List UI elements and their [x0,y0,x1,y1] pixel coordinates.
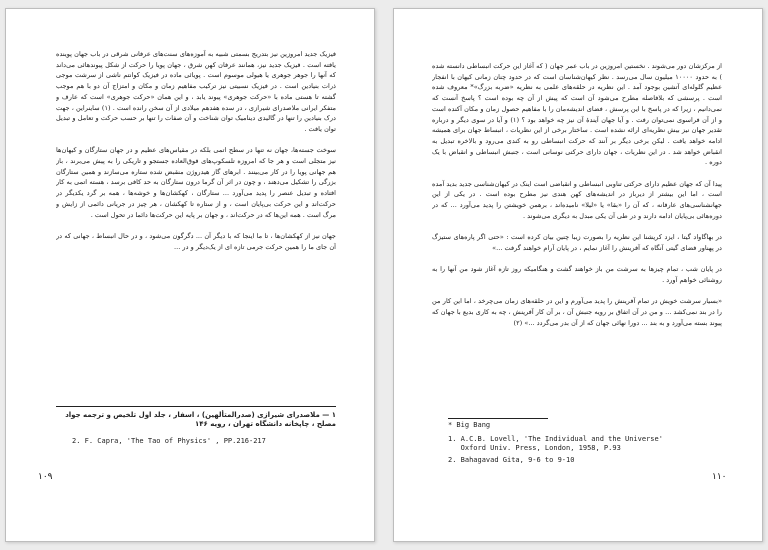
left-page-body-text: فیزیک جدید امروزین نیز بتدریج بسمتی شبیه به آموزه‌های سنت‌های عرفانی شرقی در باب جهان پوینده یافته است . فیزیک جدید نیز، همانند عرفان کهن شرق ، جهان پویا را حرکت از شکل پیوندهائی می‌داند که آنها را جوهر جوهری یا هیولی موسوم است . پویائی ماده در فیزیک کوانتم ناشی از سرشت موجی ذرات بنیادین است . در فیزیک نسبیتی نیز ترکیب مفاهیم زمان و مکان و امتزاج آن دو با هم موجب گشته تا هستی ماده با «حرکت جوهری» پیوند یابد ، و این همان «حرکت جوهری» است که عارف و متفکر ایرانی ملاصدرای شیرازی ، در سده هفدهم میلادی از آن سخن رانده است . (۱) ساینراین ، جهت درک بنیادین را تنها در گالیدی دینامیک توان شناخت و آن صفات را تنها بر حسب حرکت و تعامل و تبدیل توان یافت . سوخت جسته‌ها، جهان نه تنها در سطح اتمی بلکه در مقیاس‌های عظیم و در جهان ستارگان و کیهان‌ها نیز متجلی است و هر جا که امروزه تلسکوپ‌های فوق‌العاده جستجو و تاریکی را به پیش می‌برند ، باز هم جهانی پویا را در کار می‌بینند . ابرهای گاز هیدروژن منقبض شده ستاره می‌سازند و همین ستارگان بزرگی را تشکیل می‌دهند ، و چون در اثر آن گرما درون ستارگان به حد کافی برسد ، هسته اتمی به کار افتاده و تبدیل عنصر را پدید می‌آورد ... ستارگان ، کهکشان‌ها و خوشه‌ها ، همه بر گرد یکدیگر در حرکت‌اند و این حرکت بی‌پایان است ، و از ستاره تا کهکشان ، هر چیز در جریانی دائمی از زایش و مرگ است . همه این‌ها که در حرکت‌اند ، و جهان بر پایه این حرکت‌ها دائما در تحول است . جهان نیز از کهکشان‌ها ، تا ما اینجا که با دیگر آن ... دگرگون می‌شود ، و در حال انبساط ، جهانی که در آن جای ما را همین حرکت جرمی تازه ای از یک‌دیگر و در ... [56,50,336,251]
right-footnote-2: 2. Bahagavad Gita, 9-6 to 9-10 [448,456,575,464]
footnote-rule [56,406,336,407]
left-footnote-2: 2. F. Capra, 'The Tao of Physics' , PP.216-217 [72,437,266,445]
left-page-number: ۱۰۹ [38,472,53,482]
left-page [5,8,375,542]
footnote-rule [448,418,548,419]
right-page [393,8,763,542]
right-page-number: ۱۱۰ [712,472,727,482]
right-footnote-marker: * Big Bang [448,421,491,429]
right-footnote-1: 1. A.C.B. Lovell, 'The Individual and the Universe' Oxford Univ. Press, London, 1958, P.93 [448,435,663,452]
left-footnote-1: ۱ — ملاصدرای شیرازی (صدرالمتألهین) ، اسفار ، جلد اول تلخیص و ترجمه جواد مصلح ، چاپخانه دانشگاه تهران ، رویه ۱۴۶ [65,411,336,428]
right-page-body-text: از مرکزشان دور می‌شوند . نخستین امروزین در باب عمر جهان ( که آغاز این حرکت انبساطی دانسته شده ) به حدود ۱۰۰۰۰ میلیون سال می‌رسد . نظر کیهان‌شناسان است که در حدود چنان زمانی کیهان با انفجار عظیم گلوله‌ای آتشین بوجود آمد . این نظریه در حلقه‌های علمی به نظریه «ضربه بزرگ»* معروف شده است . پرسشی که بلافاصله مطرح می‌شود آن است که پیش از آن چه بوده است ؟ پاسخ آنست که نمی‌دانیم ، زیرا که در پاسخ با این پرسش ، فضای اندیشه‌مان را با مفاهیم حصول زمان و مکان آکنده است و از آن فراسوی نمی‌توان رفت . و آیا جهان آیندهٔ آن نیز چه خواهد بود ؟ (۱) و آیا در سوی دیگر و درباره تقدیر جهان نیز بیش نظریه‌ای ارائه نشده است . ساختار برخی از این نظریات ، انبساط جهان برای همیشه ادامه خواهد یافت . لیکن برخی دیگر بر آنند که حرکت انبساطی رو به کندی می‌رود و بالاخره تبدیل به انقباض خواهد شد . در این نظریات ، جهان دارای حرکتی نوسانی است ، جنبش انبساطی و انقباض با یک دوره . پیدا آن که جهان عظیم دارای حرکتی تناوبی انبساطی و انقباضی است اینک در کیهان‌شناسی جدید بدید آمده است ، اما این بیشتر از دیرباز در اندیشه‌های کهن هندی نیز مطرح بوده است . در یکی از این جهانشناسی‌های عارفانه ، که آن را «بقا» یا «لیلا» نامیده‌اند ، برهمن خویشتن را پدید می‌آورد ... که در دوره‌هائی بی‌پایان ادامه دارند و در طی آن یکی مبدل به دیگری می‌شوند . در بهاگاواد گیتا ، ایزد کریشنا این نظریه را بصورت زیبا چنین بیان کرده است : «حتی اگر پاره‌های ستیزگ در پهناور فضای گیتی آنگاه که آفرینش را آغاز نمایم ، در پایان آرام خواهند گرفت ...» در پایان شب ، تمام چیزها به سرشت من باز خواهند گشت و هنگامیکه روز تازه آغاز شود من آنها را به روشنائی خواهم آورد . «بسیار سرشت خویش در تمام آفرینش را پدید می‌آورم و این در حلقه‌های زمان می‌چرخد ، اما این کار من را در بند نمی‌کشد ... و من در آن اتفاق بر رویه جنبش آن ، بر آن کار آفرینش ، چه به کاری بدیع با جهان که پیوند بسته می‌آورد و به بند ... دورا نهائی جهان که از آن بدر می‌گردد ...» (۲) [432,62,722,327]
